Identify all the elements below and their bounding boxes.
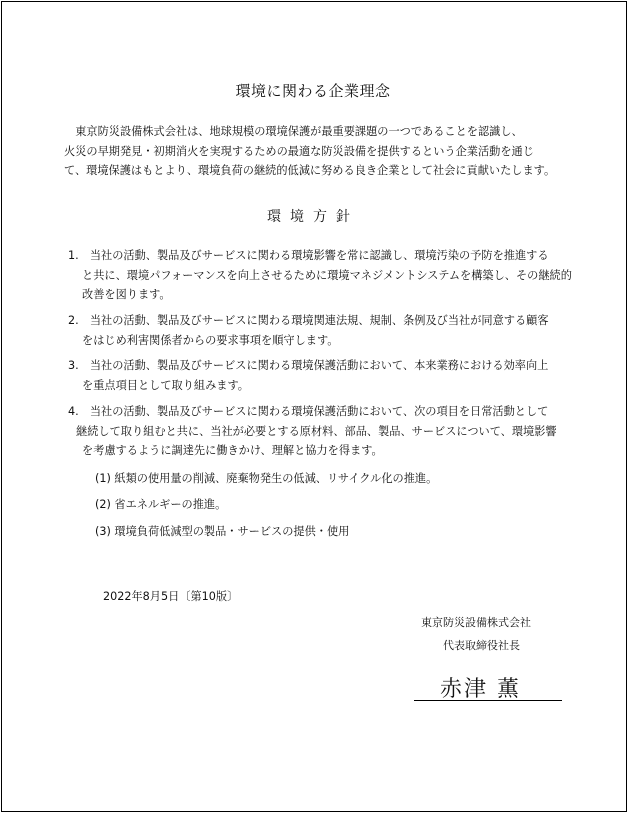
intro-line: て、環境保護はもとより、環境負荷の継続的低減に努める良き企業として社会に貢献いたします。 — [64, 164, 556, 177]
intro-line: 東京防災設備株式会社は、地球規模の環境保護が最重要課題の一つであることを認識し、 — [64, 125, 523, 138]
representative-title: 代表取締役社長 — [443, 639, 520, 652]
policy-line: 継続して取り組むと共に、当社が必要とする原材料、部品、製品、サービスについて、環境影響 — [76, 424, 557, 438]
sub-item-3: (3) 環境負荷低減型の製品・サービスの提供・使用 — [95, 525, 350, 538]
policy-line: と共に、環境パフォーマンスを向上させるために環境マネジメントシステムを構築し、その継続的 — [82, 268, 572, 282]
company-name: 東京防災設備株式会社 — [421, 616, 531, 629]
policy-heading-text: 環境方針 — [267, 209, 359, 225]
policy-item-4 — [68, 402, 557, 461]
intro-paragraph — [64, 122, 555, 181]
issue-date: 2022年8月5日〔第10版〕 — [103, 590, 239, 603]
signature: 赤津 薫 — [440, 677, 521, 702]
policy-line: 4. 当社の活動、製品及びサービスに関わる環境保護活動において、次の項目を日常活動として — [68, 405, 549, 418]
policy-item-1 — [68, 246, 572, 305]
sub-item-2: (2) 省エネルギーの推進。 — [95, 498, 227, 511]
policy-line: をはじめ利害関係者からの要求事項を順守します。 — [82, 333, 339, 347]
sub-item-1: (1) 紙類の使用量の削減、廃棄物発生の低減、リサイクル化の推進。 — [95, 472, 438, 485]
intro-line: 火災の早期発見・初期消火を実現するための最適な防災設備を提供するという企業活動を通じ — [64, 144, 534, 158]
policy-line: を考慮するように調達先に働きかけ、理解と協力を得ます。 — [82, 444, 383, 457]
policy-line: 1. 当社の活動、製品及びサービスに関わる環境影響を常に認識し、環境汚染の予防を推進する — [68, 249, 549, 262]
policy-line: を重点項目として取り組みます。 — [82, 378, 249, 392]
policy-line: 3. 当社の活動、製品及びサービスに関わる環境保護活動において、本来業務における効率向上 — [68, 359, 549, 372]
policy-item-2 — [68, 311, 549, 350]
page-title: 環境に関わる企業理念 — [235, 82, 391, 100]
signature-line — [414, 700, 562, 701]
policy-heading — [0, 206, 626, 226]
policy-item-3 — [68, 356, 548, 395]
policy-line: 改善を図ります。 — [82, 288, 171, 301]
policy-line: 2. 当社の活動、製品及びサービスに関わる環境関連法規、規制、条例及び当社が同意する顧客 — [68, 314, 549, 327]
